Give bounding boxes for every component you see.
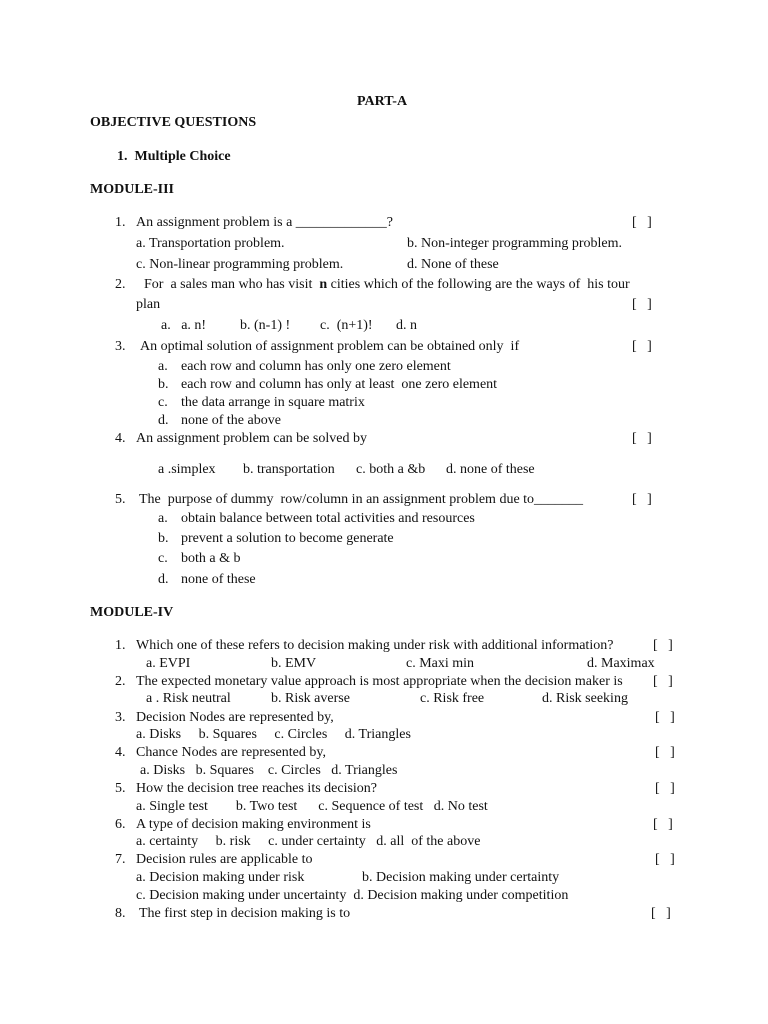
option-text: each row and column has only at least one zero element bbox=[181, 377, 498, 392]
bold-variable: n bbox=[319, 277, 328, 292]
option-b: b. Decision making under certainty bbox=[362, 870, 560, 885]
option-a: a. Transportation problem. bbox=[136, 236, 285, 251]
answer-bracket: [ ] bbox=[632, 492, 652, 507]
question-text-end: cities which of the following are the ways of his tour bbox=[327, 277, 630, 292]
page-heading: PART-A bbox=[357, 94, 408, 109]
option-text: the data arrange in square matrix bbox=[181, 395, 365, 410]
question-text: Decision Nodes are represented by, bbox=[136, 710, 334, 725]
option-b: b. (n-1) ! bbox=[240, 318, 291, 333]
options-line: a. certainty b. risk c. under certainty d. all of the above bbox=[136, 834, 481, 849]
question-number: 4. bbox=[115, 431, 126, 446]
module-iii-title: MODULE-III bbox=[90, 182, 175, 197]
question-number: 4. bbox=[115, 745, 126, 760]
answer-bracket: [ ] bbox=[653, 638, 673, 653]
question-number: 5. bbox=[115, 781, 126, 796]
options-line: a. Single test b. Two test c. Sequence of test d. No test bbox=[136, 799, 488, 814]
option-b: b. Non-integer programming problem. bbox=[407, 236, 623, 251]
option-c: c. Non-linear programming problem. bbox=[136, 257, 344, 272]
answer-bracket: [ ] bbox=[655, 710, 675, 725]
answer-bracket: [ ] bbox=[632, 297, 652, 312]
option-text: obtain balance between total activities and resources bbox=[181, 511, 475, 526]
question-text: The purpose of dummy row/column in an assignment problem due to_______ bbox=[139, 492, 584, 507]
option-label: a. bbox=[158, 511, 168, 526]
question-text: Chance Nodes are represented by, bbox=[136, 745, 326, 760]
answer-bracket: [ ] bbox=[653, 817, 673, 832]
answer-bracket: [ ] bbox=[632, 339, 652, 354]
option-label: d. bbox=[158, 413, 169, 428]
option-text: both a & b bbox=[181, 551, 241, 566]
option-label: d. bbox=[158, 572, 169, 587]
question-text: An assignment problem is a _____________? bbox=[136, 215, 394, 230]
option-a: a. a. n! bbox=[161, 318, 207, 333]
option-d: d. n bbox=[396, 318, 417, 333]
question-number: 3. bbox=[115, 339, 126, 354]
option-d: d. Maximax bbox=[587, 656, 655, 671]
option-label: b. bbox=[158, 531, 169, 546]
question-number: 2. bbox=[115, 674, 126, 689]
option-text: each row and column has only one zero element bbox=[181, 359, 451, 374]
question-number: 2. bbox=[115, 277, 126, 292]
option-b: b. EMV bbox=[271, 656, 317, 671]
module-iv-title: MODULE-IV bbox=[90, 605, 174, 620]
question-number: 8. bbox=[115, 906, 126, 921]
option-c: c. (n+1)! bbox=[320, 318, 373, 333]
option-c: c. both a &b bbox=[356, 462, 426, 477]
option-text: none of the above bbox=[181, 413, 281, 428]
option-label: b. bbox=[158, 377, 169, 392]
options-line: a. Disks b. Squares c. Circles d. Triangles bbox=[136, 727, 411, 742]
options-line: a. Disks b. Squares c. Circles d. Triangles bbox=[140, 763, 398, 778]
options-line: c. Decision making under uncertainty d. Decision making under competition bbox=[136, 888, 569, 903]
option-a: a .simplex bbox=[158, 462, 216, 477]
option-label: c. bbox=[158, 395, 168, 410]
question-text: Which one of these refers to decision making under risk with additional information? bbox=[136, 638, 614, 653]
question-number: 7. bbox=[115, 852, 126, 867]
question-text: An optimal solution of assignment problem can be obtained only if bbox=[140, 339, 520, 354]
subsection-title: 1. Multiple Choice bbox=[117, 149, 231, 164]
option-b: b. Risk averse bbox=[271, 691, 350, 706]
question-text-continued: plan bbox=[136, 297, 161, 312]
option-c: c. Risk free bbox=[420, 691, 485, 706]
option-a: a . Risk neutral bbox=[146, 691, 231, 706]
option-a: a. Decision making under risk bbox=[136, 870, 305, 885]
question-text: Decision rules are applicable to bbox=[136, 852, 313, 867]
option-text: prevent a solution to become generate bbox=[181, 531, 394, 546]
question-number: 3. bbox=[115, 710, 126, 725]
answer-bracket: [ ] bbox=[655, 852, 675, 867]
question-text: The expected monetary value approach is most appropriate when the decision maker is bbox=[136, 674, 623, 689]
option-label: a. bbox=[158, 359, 168, 374]
question-number: 1. bbox=[115, 215, 126, 230]
answer-bracket: [ ] bbox=[653, 674, 673, 689]
question-number: 6. bbox=[115, 817, 126, 832]
answer-bracket: [ ] bbox=[651, 906, 671, 921]
question-text: How the decision tree reaches its decision? bbox=[136, 781, 378, 796]
option-a: a. EVPI bbox=[146, 656, 191, 671]
section-title: OBJECTIVE QUESTIONS bbox=[90, 115, 257, 130]
question-text-start: For a sales man who has visit bbox=[144, 277, 320, 292]
option-d: d. None of these bbox=[407, 257, 499, 272]
question-number: 1. bbox=[115, 638, 126, 653]
option-d: d. none of these bbox=[446, 462, 535, 477]
option-b: b. transportation bbox=[243, 462, 335, 477]
answer-bracket: [ ] bbox=[632, 215, 652, 230]
option-c: c. Maxi min bbox=[406, 656, 475, 671]
question-text: The first step in decision making is to bbox=[139, 906, 351, 921]
option-label: c. bbox=[158, 551, 168, 566]
option-d: d. Risk seeking bbox=[542, 691, 628, 706]
question-number: 5. bbox=[115, 492, 126, 507]
option-text: none of these bbox=[181, 572, 256, 587]
question-text: An assignment problem can be solved by bbox=[136, 431, 367, 446]
answer-bracket: [ ] bbox=[655, 745, 675, 760]
answer-bracket: [ ] bbox=[632, 431, 652, 446]
answer-bracket: [ ] bbox=[655, 781, 675, 796]
question-text: A type of decision making environment is bbox=[136, 817, 371, 832]
question-text bbox=[144, 277, 630, 293]
